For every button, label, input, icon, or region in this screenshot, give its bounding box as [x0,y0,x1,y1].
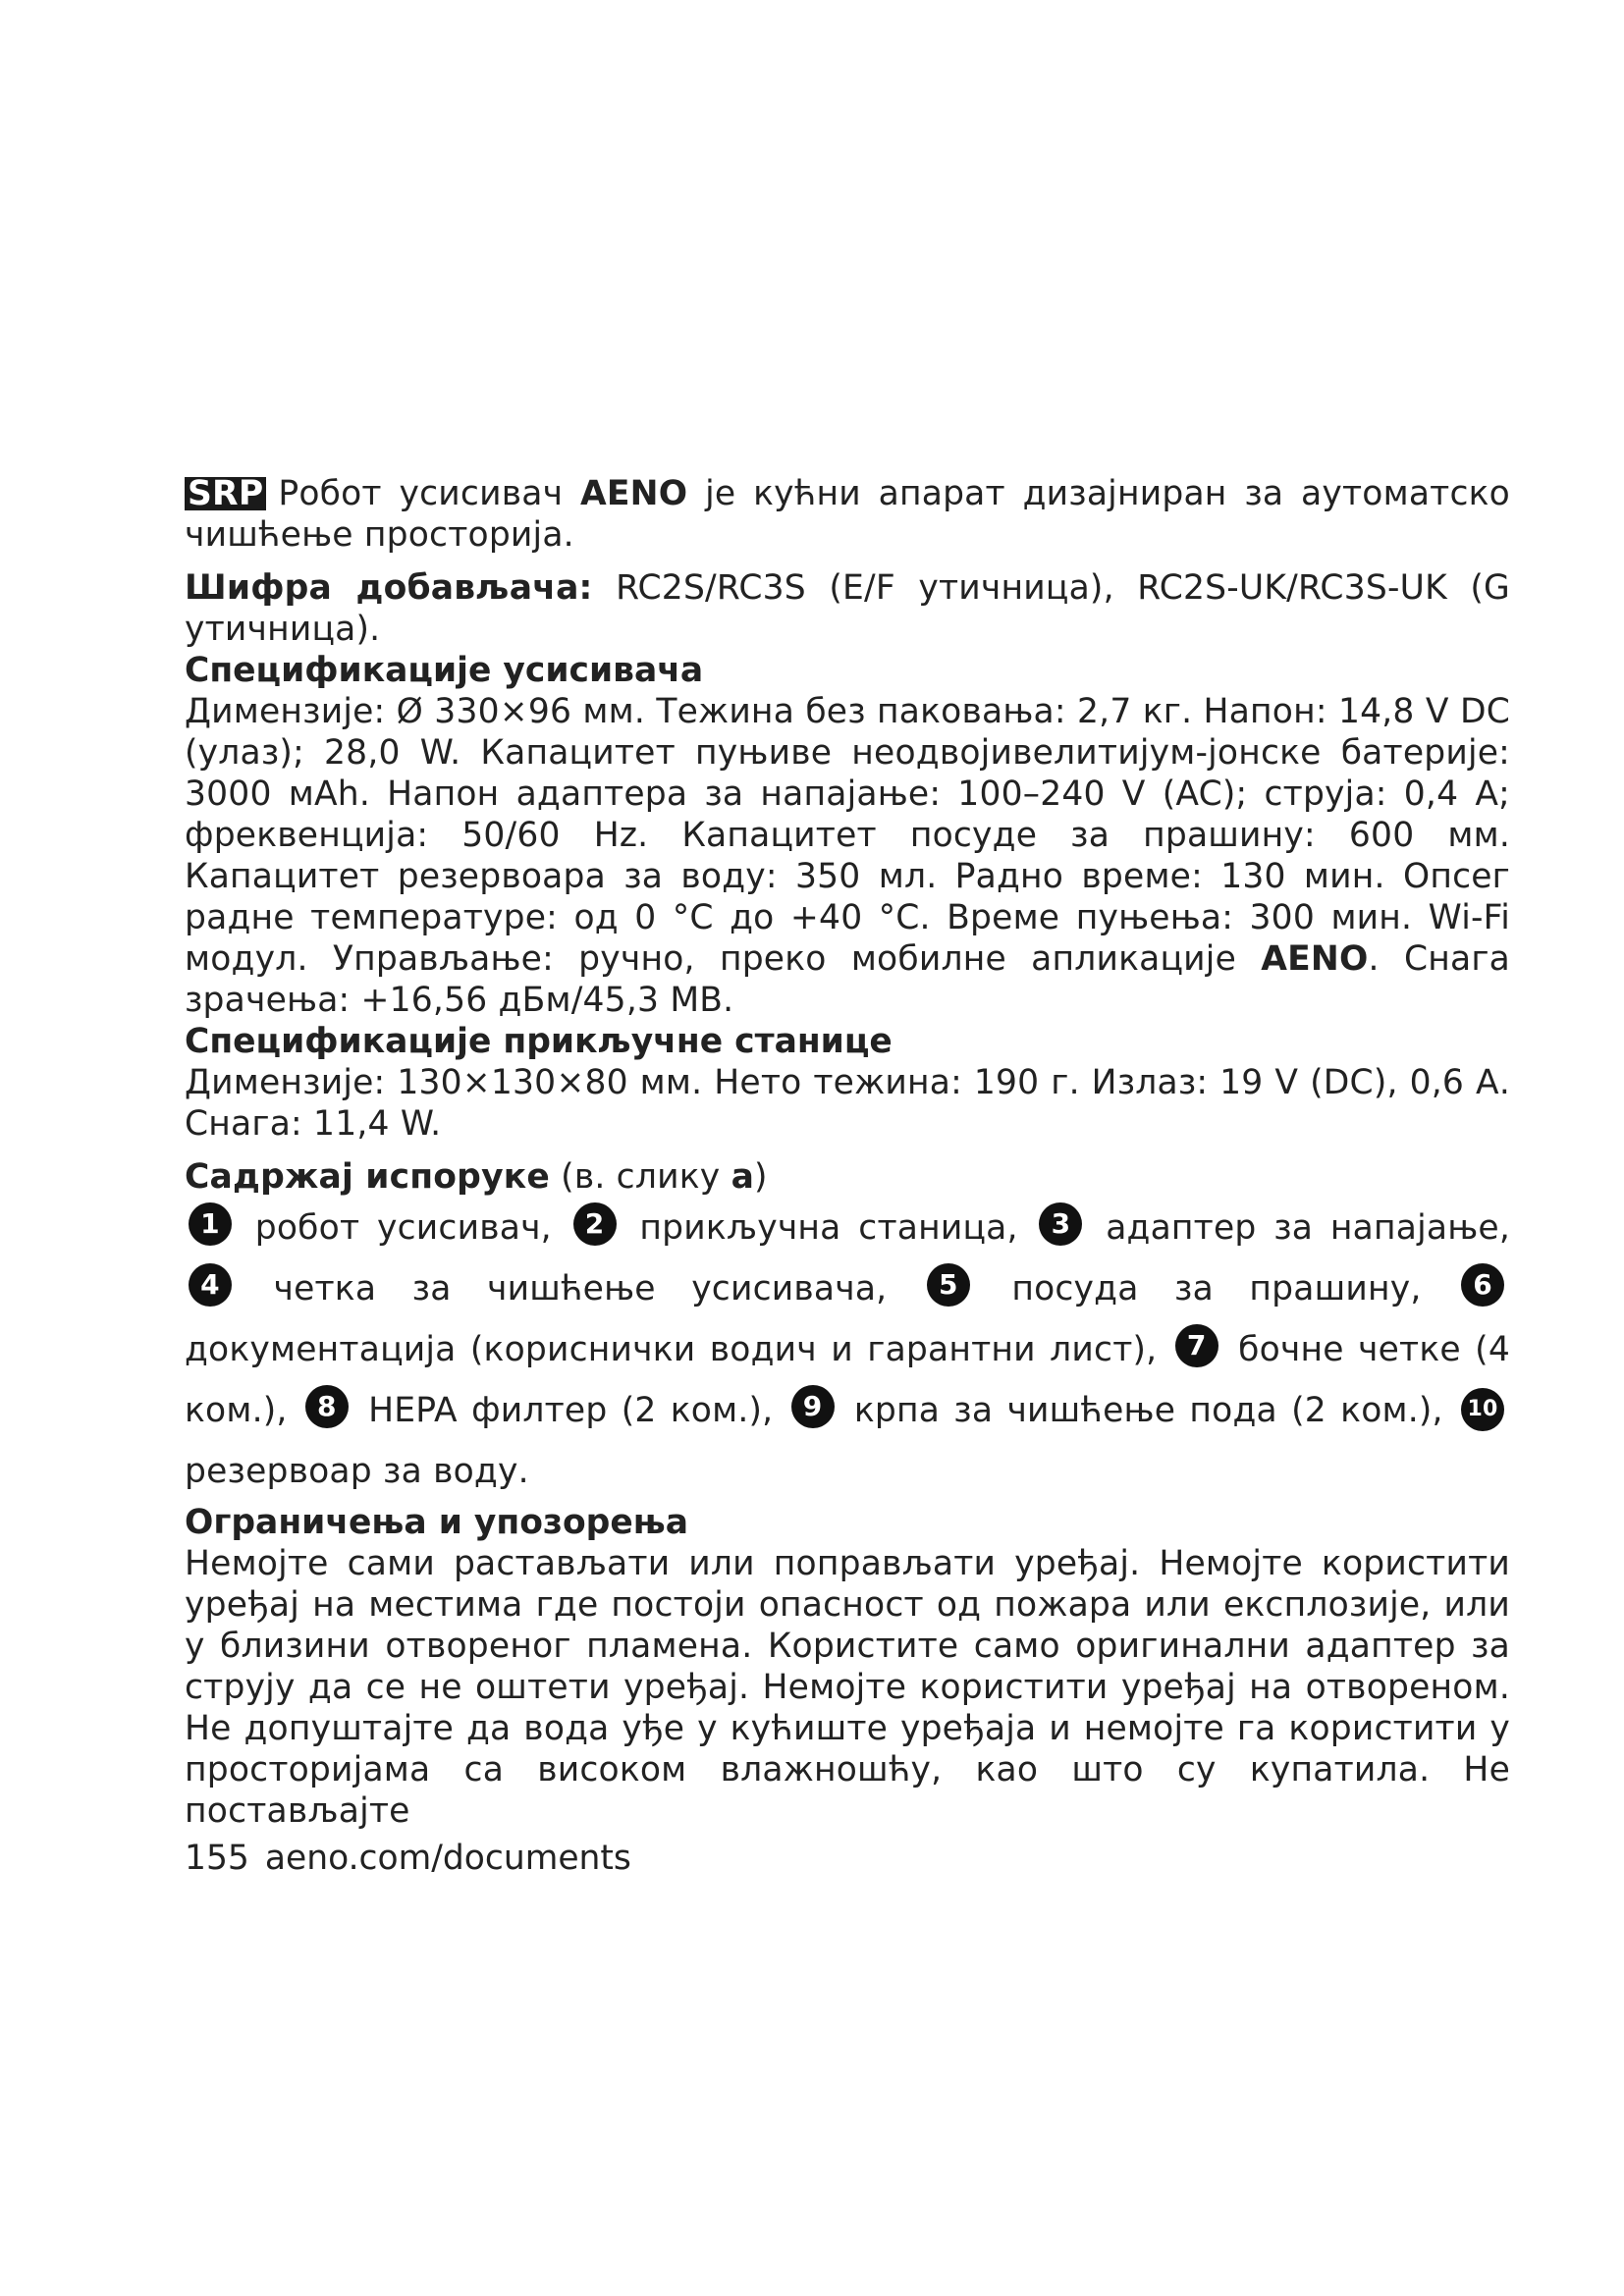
list-item: документација (кориснички водич и гарантни лист), [185,1330,1158,1369]
list-item: робот усисивач, [254,1208,552,1248]
number-3-icon: 3 [1039,1202,1082,1246]
number-6-icon: 6 [1461,1263,1504,1307]
vacuum-specs-text-after: . Снага зрачења: +16,56 дБм/45,3 МВ. [185,939,1510,1020]
number-4-icon: 4 [189,1263,232,1307]
vacuum-specs-text [185,691,1510,1021]
supplier-value: RC2S/RC3S (E/F утичница), RC2S-UK/RC3S-UK (G утичница). [185,568,1510,649]
number-1-icon: 1 [189,1202,232,1246]
document-page [185,473,1510,1879]
dock-specs-text: Димензије: 130×130×80 мм. Нето тежина: 190 г. Излаз: 19 V (DC), 0,6 А. Снага: 11,4 W. [185,1063,1510,1144]
intro-text-after: је кућни апарат дизајниран за аутоматско чишћење просторија. [185,474,1510,555]
warnings-heading: Ограничења и упозорења [185,1503,689,1542]
number-5-icon: 5 [927,1263,970,1307]
supplier-label: Шифра добављача: [185,568,593,608]
list-item: крпа за чишћење пода (2 ком.), [853,1391,1443,1430]
number-9-icon: 9 [791,1385,835,1428]
list-item: прикључна станица, [639,1208,1018,1248]
list-item: адаптер за напајање, [1106,1208,1511,1248]
vacuum-specs-heading: Спецификације усисивача [185,651,704,690]
intro-text-before: Робот усисивач [278,474,564,513]
warnings-text: Немојте сами растављати или поправљати уређај. Немојте користити уређај на местима где постоји опасност од пожара или експлозије, или у близини отвореног пламена. Користите само оригинални адаптер за струју да се не оштети уређај. Немојте користити уређај на отвореном. Не допуштајте да вода уђе у кућиште уређаја и немојте га користити у просторијама са високом влажношћу, као што су купатила. Не постављајте [185,1544,1510,1831]
number-2-icon: 2 [573,1202,617,1246]
package-ref-before: (в. слику [561,1157,721,1197]
package-ref-after: ) [754,1157,768,1197]
intro-paragraph [185,473,1510,556]
footer-url: aeno.com/documents [264,1839,631,1878]
package-contents [185,1198,1510,1502]
number-8-icon: 8 [305,1385,349,1428]
package-heading: Садржај испоруке [185,1157,550,1197]
language-badge: SRP [185,477,266,510]
page-number: 155 [185,1839,249,1878]
package-heading-line [185,1156,1510,1198]
package-ref-letter: а [731,1157,755,1197]
brand-name: AENO [579,474,688,513]
number-10-icon: 10 [1461,1388,1504,1431]
number-7-icon: 7 [1175,1324,1218,1367]
page-footer [185,1838,1510,1879]
vacuum-specs-text-before: Димензије: Ø 330×96 мм. Тежина без паковања: 2,7 кг. Напон: 14,8 V DC (улаз); 28,0 W. Капацитет пуњиве неодвојивелитијум-јонске батерије: 3000 мАh. Напон адаптера за напајање: 100–240 V (AC); струја: 0,4 А; фреквенција: 50/60 Hz. Капацитет посуде за прашину: 600 мм. Капацитет резервоара за воду: 350 мл. Радно време: 130 мин. Опсег радне температуре: од 0 °C до +40 °C. Време пуњења: 300 мин. Wi-Fi модул. Управљање: ручно, преко мобилне апликације [185,692,1510,979]
brand-name: AENO [1261,939,1369,979]
list-item: четка за чишћење усисивача, [273,1269,888,1308]
list-item: HEPA филтер (2 ком.), [368,1391,774,1430]
list-item: посуда за прашину, [1011,1269,1422,1308]
dock-specs-heading: Спецификације прикључне станице [185,1022,893,1061]
supplier-paragraph [185,567,1510,650]
list-item: резервоар за воду. [185,1452,529,1491]
list-item: бочне четке (4 ком.), [185,1330,1510,1430]
